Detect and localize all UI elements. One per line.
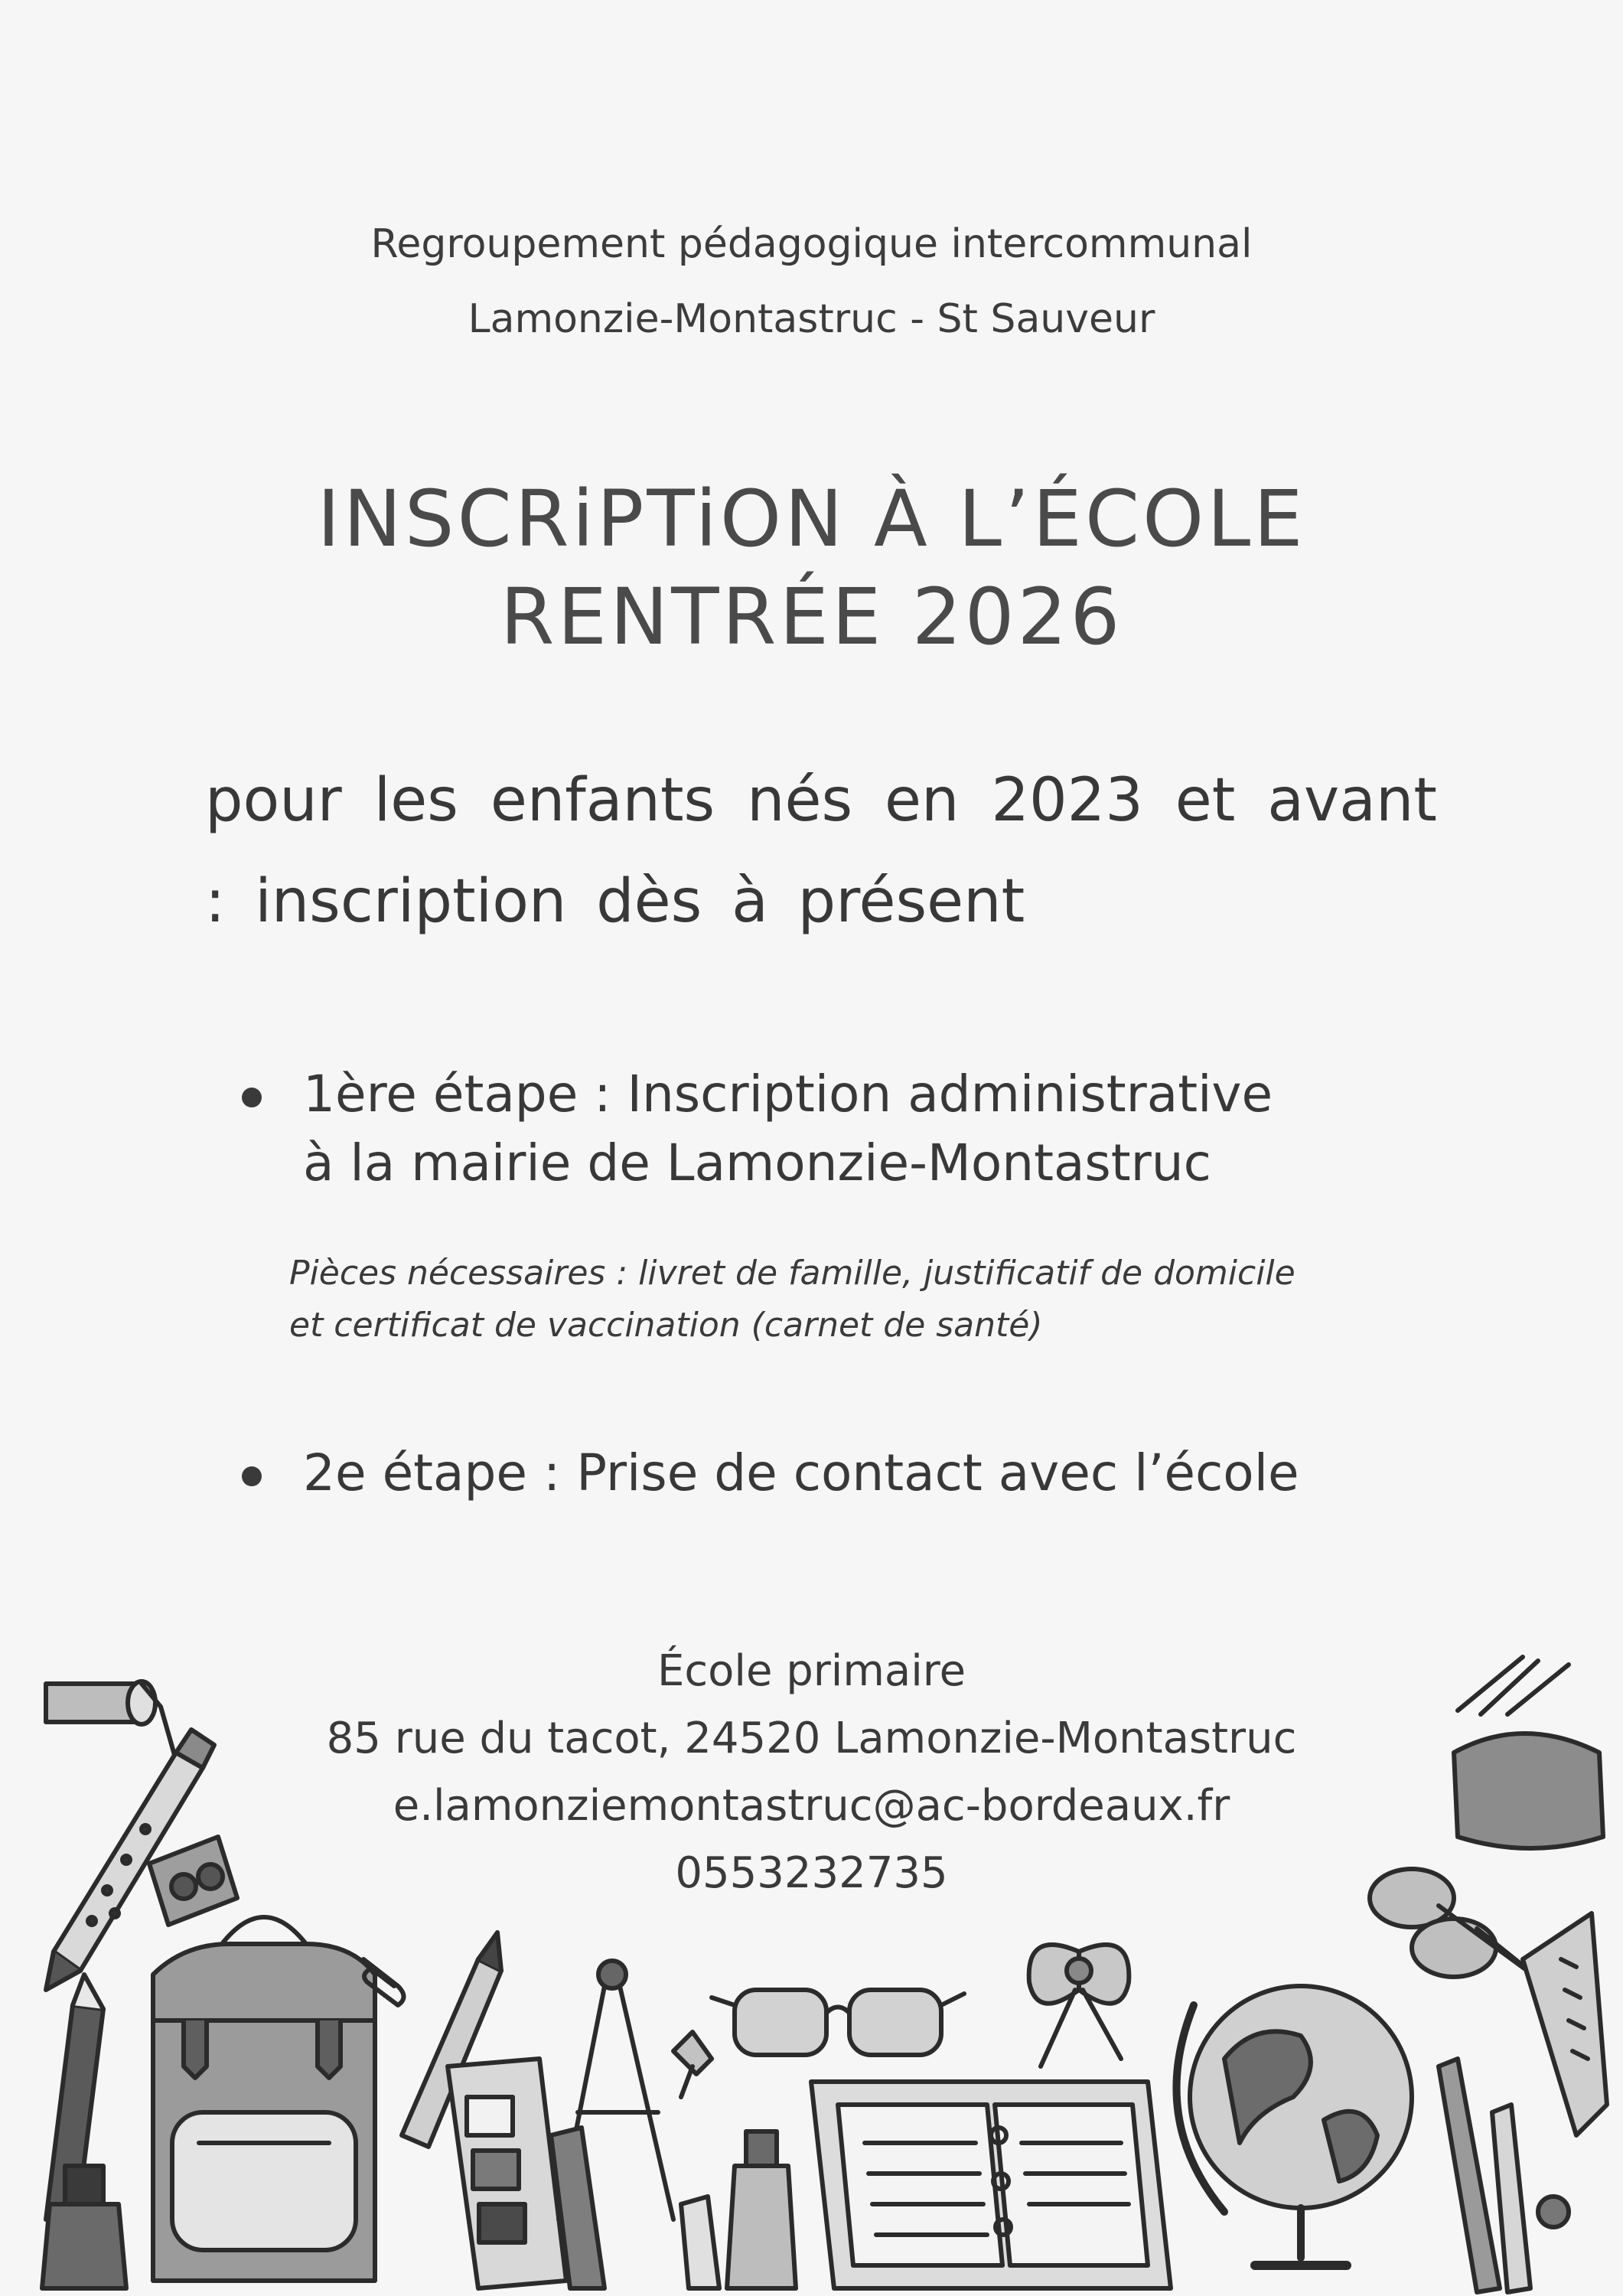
school-address: 85 rue du tacot, 24520 Lamonzie-Montastruc (326, 1714, 1297, 1763)
glasses-icon (712, 1990, 964, 2055)
ruler-icon (1523, 1913, 1607, 2135)
required-documents-line-2: et certificat de vaccination (carnet de santé) (289, 1306, 1043, 1345)
school-name: École primaire (657, 1646, 966, 1696)
step-1-line-2: à la mairie de Lamonzie-Montastruc (303, 1133, 1211, 1192)
paint-tube-icon (551, 2128, 796, 2288)
title-line-2: RENTRÉE 2026 (500, 572, 1123, 663)
required-documents-line-1: Pièces nécessaires : livret de famille, justificatif de domicile (289, 1254, 1295, 1293)
colored-pencils-icon (1439, 2059, 1569, 2292)
school-email[interactable]: e.lamonziemontastruc@ac-bordeaux.fr (393, 1781, 1230, 1831)
step-2-line-1: 2e étape : Prise de contact avec l’école (303, 1443, 1299, 1502)
step-1-line-1: 1ère étape : Inscription administrative (303, 1065, 1273, 1124)
backpack-icon (153, 1917, 375, 2281)
pushpin-icon (673, 2032, 712, 2097)
school-phone: 0553232735 (675, 1848, 948, 1898)
globe-icon (1177, 1986, 1413, 2265)
sharpener-icon (149, 1837, 237, 1925)
intro-text: pour les enfants nés en 2023 et avant : inscription dès à présent (205, 766, 1437, 936)
pencil-case-icon (1454, 1657, 1603, 1848)
bow-icon (1029, 1945, 1129, 2066)
notebook-icon (811, 2082, 1171, 2288)
paint-palette-icon (448, 2059, 566, 2288)
organization-name: Regroupement pédagogique intercommunal (370, 221, 1253, 267)
tape-icon (46, 1681, 176, 1760)
title-line-1: INSCRiPTiON À L’ÉCOLE (317, 474, 1306, 565)
organization-communes: Lamonzie-Montastruc - St Sauveur (468, 296, 1155, 342)
